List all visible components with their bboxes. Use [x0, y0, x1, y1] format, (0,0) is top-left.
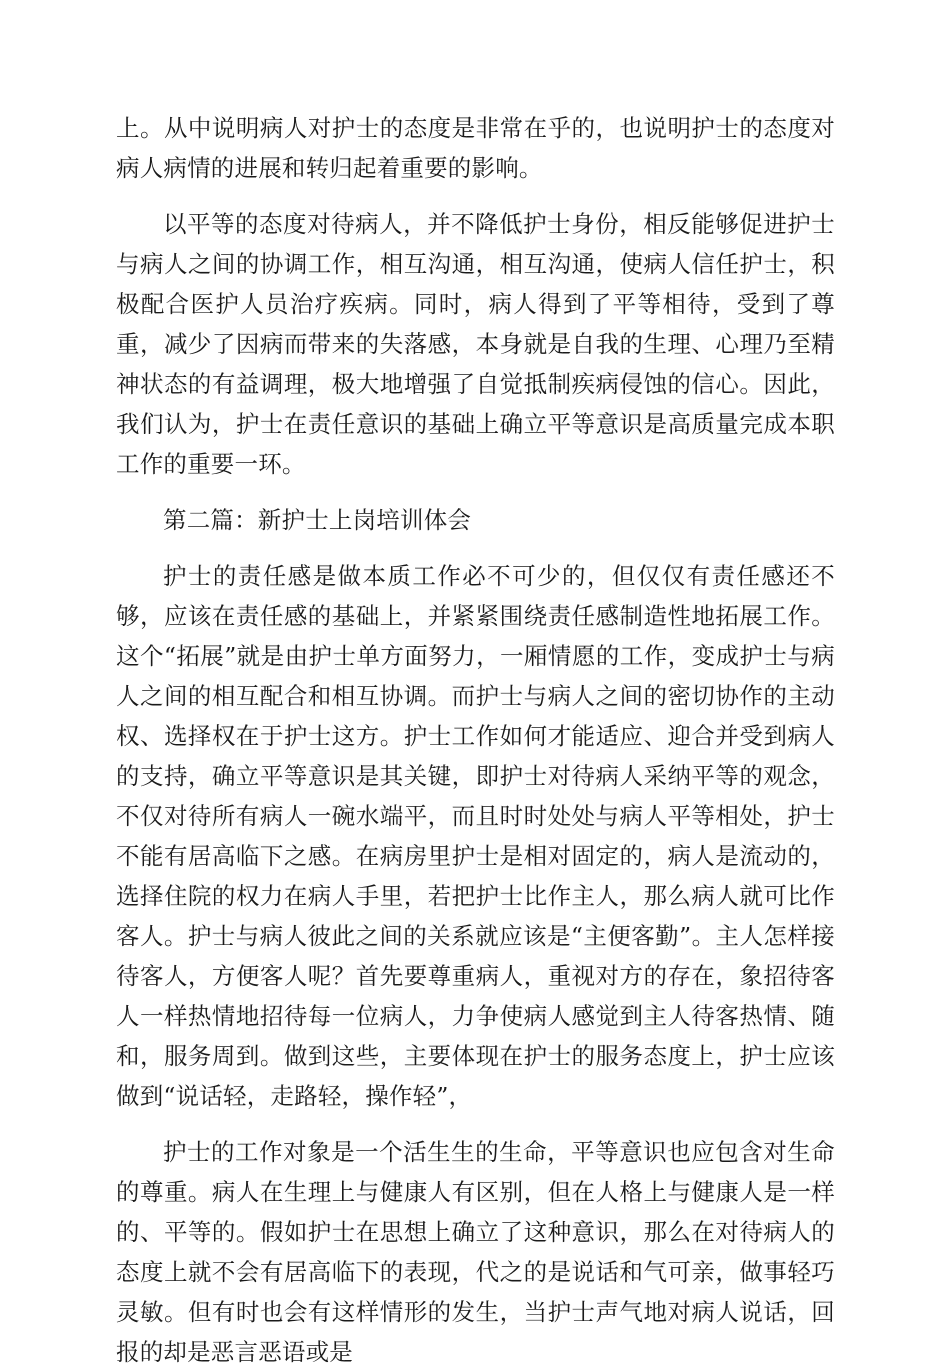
document-body [116, 108, 835, 1372]
paragraph-continuation: 上。从中说明病人对护士的态度是非常在乎的，也说明护士的态度对病人病情的进展和转归起着重要的影响。 [116, 114, 835, 182]
paragraph-equality-attitude: 以平等的态度对待病人，并不降低护士身份，相反能够促进护士与病人之间的协调工作，相互沟通，相互沟通，使病人信任护士，积极配合医护人员治疗疾病。同时，病人得到了平等相待，受到了尊重，减少了因病而带来的失落感，本身就是自我的生理、心理乃至精神状态的有益调理，极大地增强了自觉抵制疾病侵蚀的信心。因此，我们认为，护士在责任意识的基础上确立平等意识是高质量完成本职工作的重要一环。 [116, 210, 835, 478]
section-heading: 第二篇：新护士上岗培训体会 [163, 506, 472, 534]
paragraph-respect-for-life: 护士的工作对象是一个活生生的生命，平等意识也应包含对生命的尊重。病人在生理上与健康人有区别，但在人格上与健康人是一样的、平等的。假如护士在思想上确立了这种意识，那么在对待病人的态度上就不会有居高临下的表现，代之的是说话和气可亲，做事轻巧灵敏。但有时也会有这样情形的发生，当护士声气地对病人说话，回报的却是恶言恶语或是 [116, 1138, 835, 1366]
paragraph-responsibility: 护士的责任感是做本质工作必不可少的，但仅仅有责任感还不够，应该在责任感的基础上，并紧紧围绕责任感制造性地拓展工作。这个“拓展”就是由护士单方面努力，一厢情愿的工作，变成护士与病人之间的相互配合和相互协调。而护士与病人之间的密切协作的主动权、选择权在于护士这方。护士工作如何才能适应、迎合并受到病人的支持，确立平等意识是其关键，即护士对待病人采纳平等的观念，不仅对待所有病人一碗水端平，而且时时处处与病人平等相处，护士不能有居高临下之感。在病房里护士是相对固定的，病人是流动的，选择住院的权力在病人手里，若把护士比作主人，那么病人就可比作客人。护士与病人彼此之间的关系就应该是“主便客勤”。主人怎样接待客人，方便客人呢？首先要尊重病人，重视对方的存在，象招待客人一样热情地招待每一位病人，力争使病人感觉到主人待客热情、随和，服务周到。做到这些，主要体现在护士的服务态度上，护士应该做到“说话轻，走路轻，操作轻”， [116, 562, 835, 1110]
